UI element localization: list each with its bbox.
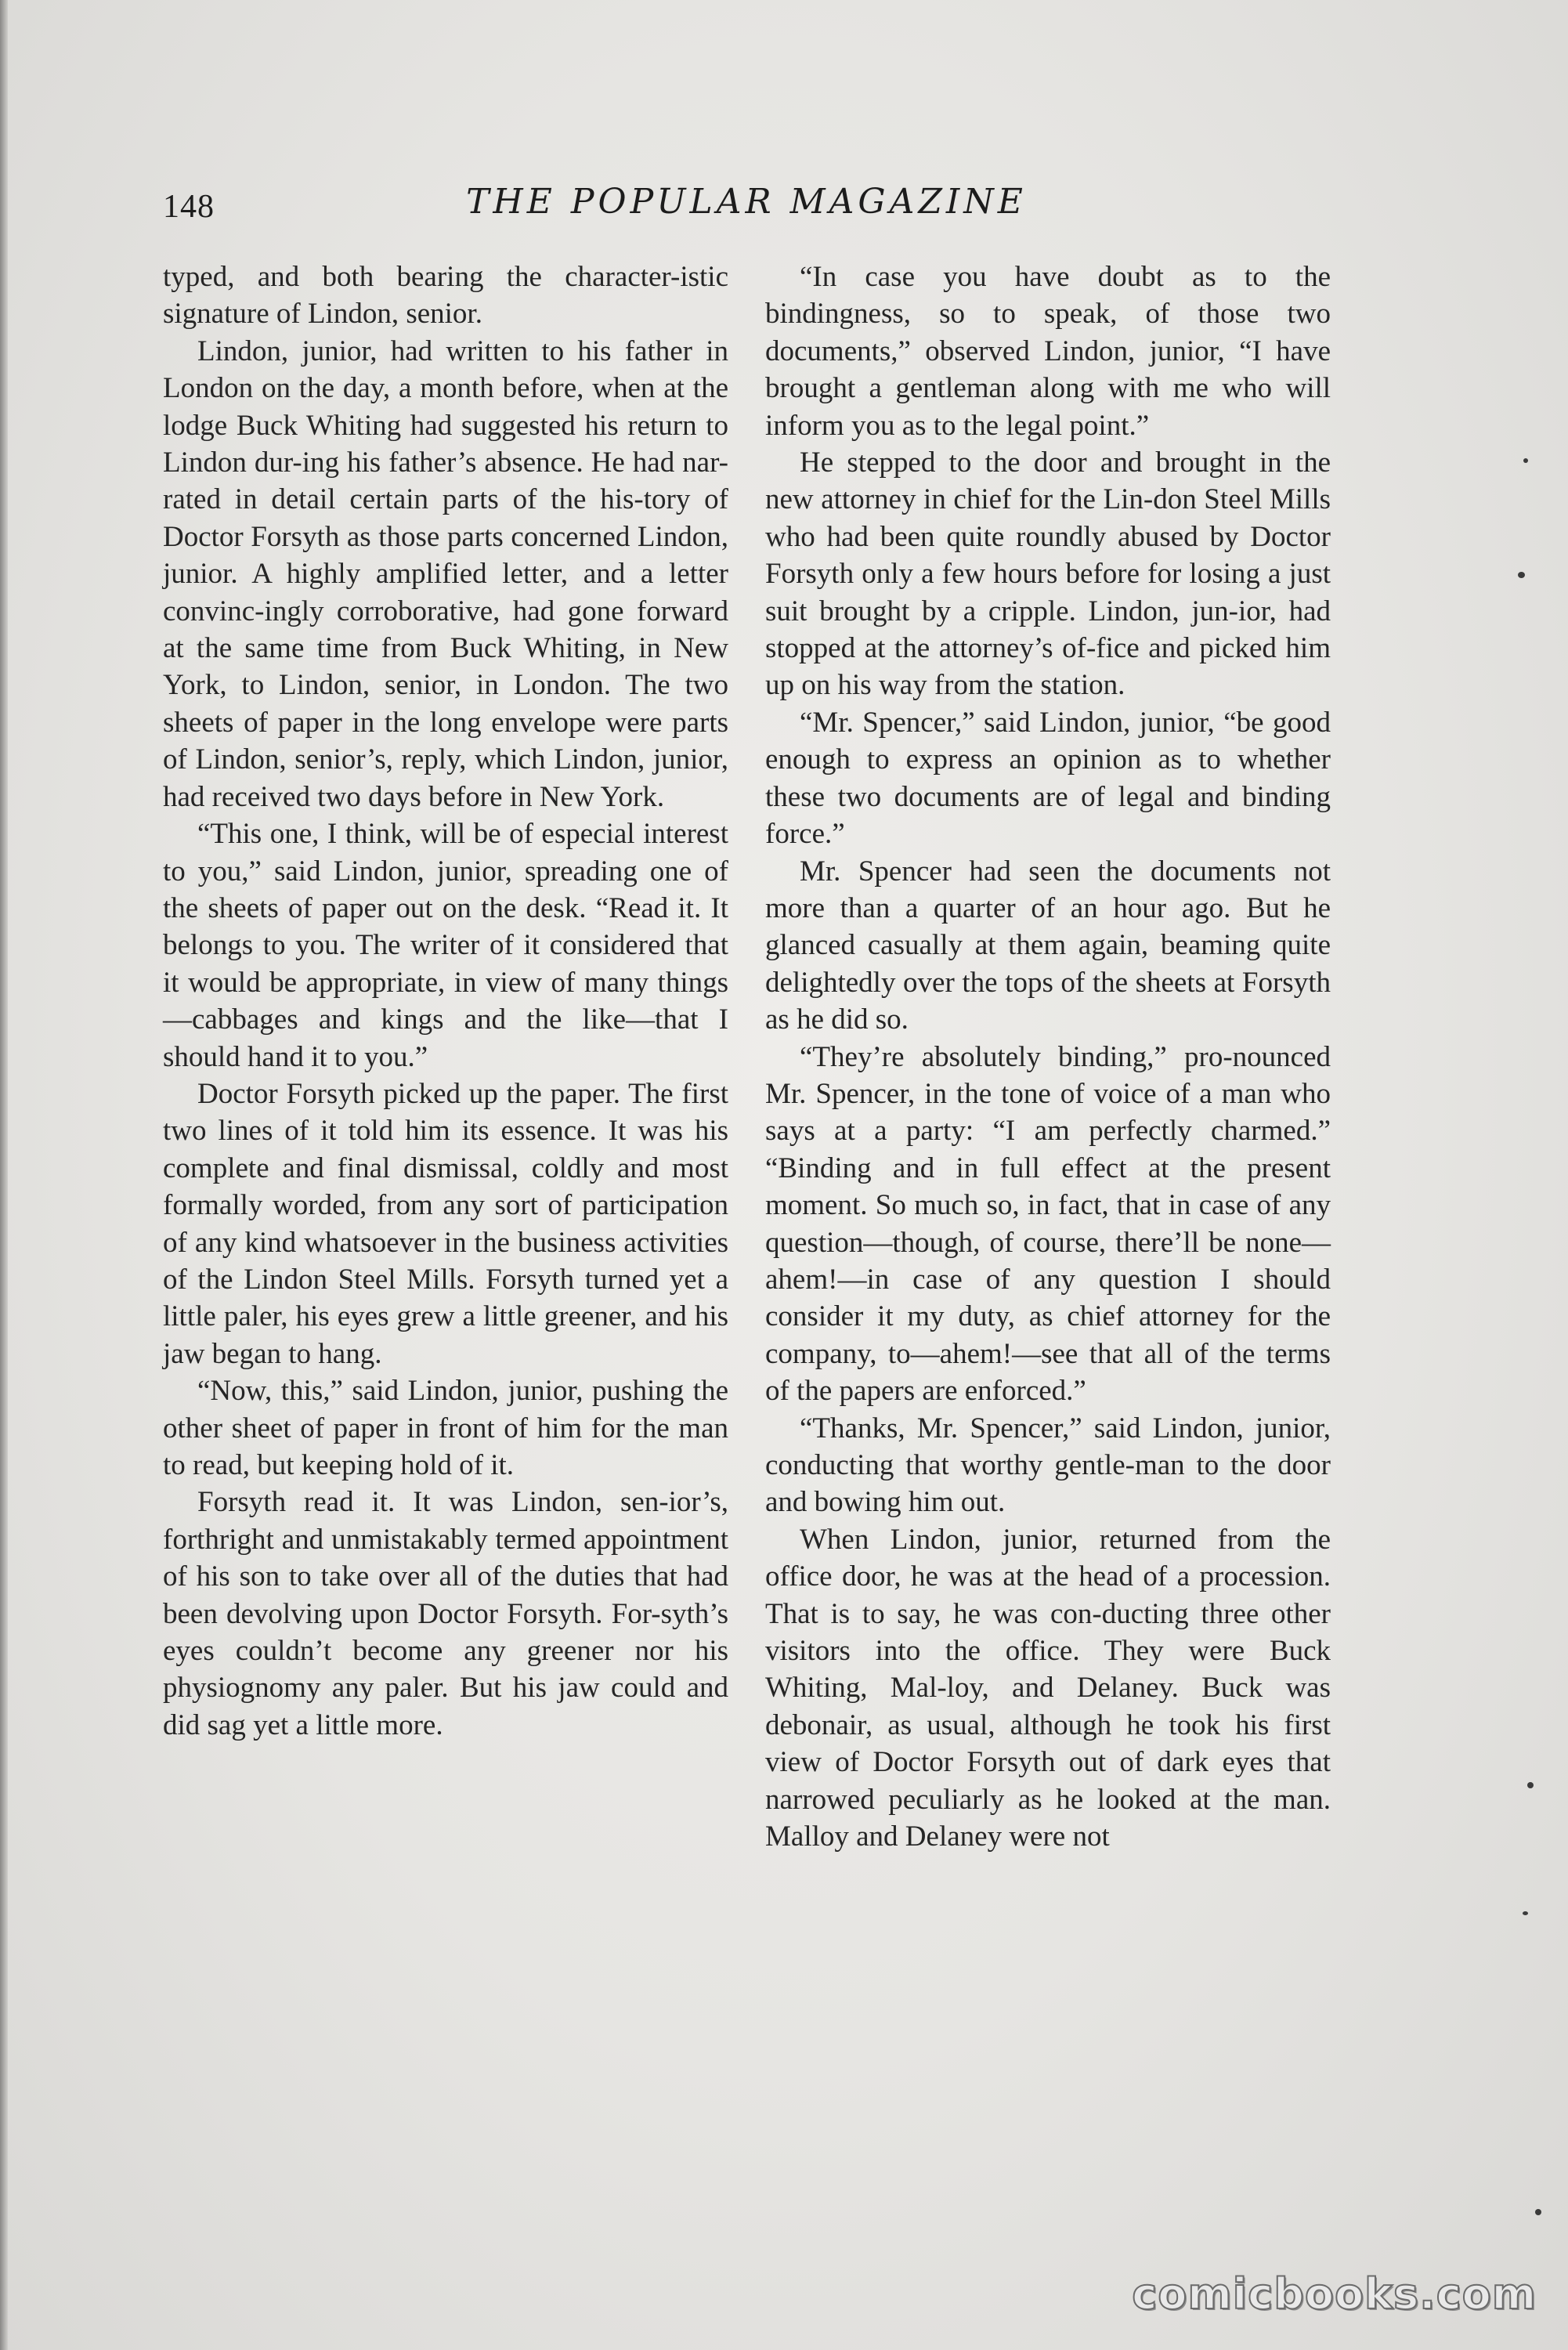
paragraph: He stepped to the door and brought in the new attorney in chief for the Lin-don Steel Mills who had been quite roundly abused by Doctor Forsyth only a few hours before for losing a just suit brought by a cripple. Lindon, jun-ior, had stopped at the attorney’s of-fice and picked him up on his way from the station. [765, 446, 1331, 702]
paragraph: Doctor Forsyth picked up the paper. The first two lines of it told him its essence. It was his complete and final dismissal, coldly and most formally worded, from any sort of participation of any kind whatsoever in the business activities of the Lindon Steel Mills. Forsyth turned yet a little paler, his eyes grew a little greener, and his jaw began to hang. [163, 1077, 728, 1370]
paper-speck [1523, 458, 1528, 463]
right-column [765, 258, 1331, 1855]
paper-speck [1518, 572, 1525, 578]
paragraph: Mr. Spencer had seen the documents not more than a quarter of an hour ago. But he glanced casually at them again, beaming quite delightedly over the tops of the sheets at Forsyth as he did so. [765, 855, 1331, 1036]
page-header [163, 182, 1330, 237]
paragraph: Lindon, junior, had written to his father in London on the day, a month before, when at the lodge Buck Whiting had suggested his return to Lindon dur-ing his father’s absence. He had nar-rated in detail certain parts of the his-tory of Doctor Forsyth as those parts concerned Lindon, junior. A highly amplified letter, and a letter convinc-ingly corroborative, had gone forward at the same time from Buck Whiting, in New York, to Lindon, senior, in London. The two sheets of paper in the long envelope were parts of Lindon, senior’s, reply, which Lindon, junior, had received two days before in New York. [163, 334, 728, 813]
paragraph: “Now, this,” said Lindon, junior, pushing the other sheet of paper in front of him for the man to read, but keeping hold of it. [163, 1375, 728, 1481]
paragraph: “They’re absolutely binding,” pro-nounced Mr. Spencer, in the tone of voice of a man who says at a party: “I am perfectly charmed.” “Binding and in full effect at the present moment. So much so, in fact, that in case of any question—though, of course, there’ll be none—ahem!—in case of any question I should consider it my duty, as chief attorney for the company, to—ahem!—see that all of the terms of the papers are enforced.” [765, 1040, 1331, 1408]
paper-speck [1535, 2209, 1541, 2215]
paragraph: When Lindon, junior, returned from the office door, he was at the head of a procession. That is to say, he was con-ducting three other visitors into the office. They were Buck Whiting, Mal-loy, and Delaney. Buck was debonair, as usual, although he took his first view of Doctor Forsyth out of dark eyes that narrowed peculiarly as he looked at the man. Malloy and Delaney were not [765, 1523, 1331, 1853]
paper-speck [1527, 1782, 1534, 1788]
watermark: comicbooks.com [1132, 2269, 1537, 2319]
paragraph: “This one, I think, will be of especial interest to you,” said Lindon, junior, spreading one of the sheets of paper out on the desk. “Read it. It belongs to you. The writer of it considered that it would be appropriate, in view of many things—cabbages and kings and the like—that I should hand it to you.” [163, 818, 728, 1073]
page-number: 148 [163, 189, 215, 225]
running-title: THE POPULAR MAGAZINE [466, 182, 1027, 222]
paragraph: “In case you have doubt as to the bindingness, so to speak, of those two documents,” observed Lindon, junior, “I have brought a gentleman along with me who will inform you as to the legal point.” [765, 261, 1331, 442]
paragraph: “Mr. Spencer,” said Lindon, junior, “be good enough to express an opinion as to whether these two documents are of legal and binding force.” [765, 706, 1331, 851]
paragraph: Forsyth read it. It was Lindon, sen-ior’s, forthright and unmistakably termed appointment of his son to take over all of the duties that had been devolving upon Doctor Forsyth. For-syth’s eyes couldn’t become any greener nor his physiognomy any paler. But his jaw could and did sag yet a little more. [163, 1486, 728, 1741]
page-spine-shadow [0, 0, 8, 2350]
paragraph: typed, and both bearing the character-istic signature of Lindon, senior. [163, 261, 728, 331]
paragraph: “Thanks, Mr. Spencer,” said Lindon, junior, conducting that worthy gentle-man to the door and bowing him out. [765, 1412, 1331, 1519]
left-column [163, 258, 728, 1744]
paper-speck [1523, 1911, 1528, 1915]
